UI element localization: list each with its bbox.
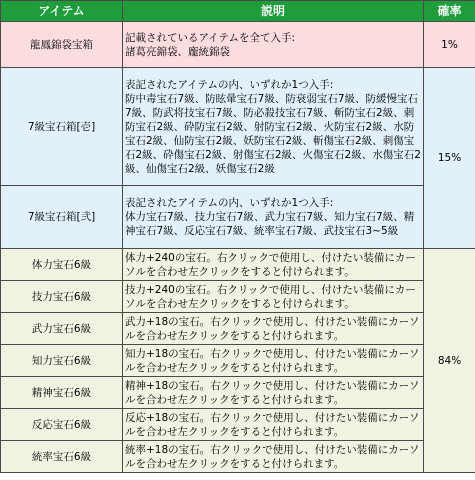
table-row — [1, 345, 475, 377]
header-item: アイテム — [1, 1, 123, 22]
item-name: 武力宝石6級 — [1, 313, 123, 345]
header-description: 説明 — [123, 1, 424, 22]
item-rate: 1% — [424, 22, 475, 68]
item-description: 武力+18の宝石。右クリックで使用し、付けたい装備にカーソルを合わせ左クリックをすると付けられます。 — [123, 313, 424, 345]
table-row — [1, 409, 475, 441]
item-description: 表記されたアイテムの内、いずれか1つ入手: 体力宝石7級、技力宝石7級、武力宝石7級、知力宝石7級、精神宝石7級、反応宝石7級、統率宝石7級、武技宝石3~5級 — [123, 186, 424, 249]
item-name: 技力宝石6級 — [1, 281, 123, 313]
item-rate: 84% — [424, 249, 475, 473]
table-row — [1, 441, 475, 473]
item-description: 表記されたアイテムの内、いずれか1つ入手: 防中毒宝石7級、防眩暈宝石7級、防衰弱宝石7級、防緩慢宝石7級、防武将技宝石7級、防必殺技宝石7級、斬防宝石2級、刺防宝石2級、砕防宝石2級、射防宝石2級、火防宝石2級、水防宝石2級、仙防宝石2級、妖防宝石2級、斬傷宝石2級、刺傷宝石2級、砕傷宝石2級、射傷宝石2級、火傷宝石2級、水傷宝石2級、仙傷宝石2級、妖傷宝石2級 — [123, 68, 424, 186]
item-description: 体力+240の宝石。右クリックで使用し、付けたい装備にカーソルを合わせ左クリックをすると付けられます。 — [123, 249, 424, 281]
table-row — [1, 313, 475, 345]
item-description: 精神+18の宝石。右クリックで使用し、付けたい装備にカーソルを合わせ左クリックをすると付けられます。 — [123, 377, 424, 409]
table-row — [1, 377, 475, 409]
item-name: 龍鳳錦袋宝箱 — [1, 22, 123, 68]
item-name: 知力宝石6級 — [1, 345, 123, 377]
table-row — [1, 68, 475, 186]
item-name: 反応宝石6級 — [1, 409, 123, 441]
item-description: 反応+18の宝石。右クリックで使用し、付けたい装備にカーソルを合わせ左クリックをすると付けられます。 — [123, 409, 424, 441]
item-description: 統率+18の宝石。右クリックで使用し、付けたい装備にカーソルを合わせ左クリックをすると付けられます。 — [123, 441, 424, 473]
item-name: 精神宝石6級 — [1, 377, 123, 409]
item-rate: 15% — [424, 68, 475, 249]
table-row — [1, 186, 475, 249]
item-description: 知力+18の宝石。右クリックで使用し、付けたい装備にカーソルを合わせ左クリックをすると付けられます。 — [123, 345, 424, 377]
item-name: 統率宝石6級 — [1, 441, 123, 473]
item-name: 7級宝石箱[弐] — [1, 186, 123, 249]
header-row — [1, 1, 475, 22]
table-row — [1, 249, 475, 281]
table-row — [1, 22, 475, 68]
table-row — [1, 281, 475, 313]
item-description: 記載されているアイテムを全て入手: 諸葛亮錦袋、龐統錦袋 — [123, 22, 424, 68]
item-name: 7級宝石箱[壱] — [1, 68, 123, 186]
item-name: 体力宝石6級 — [1, 249, 123, 281]
item-description: 技力+240の宝石。右クリックで使用し、付けたい装備にカーソルを合わせ左クリックをすると付けられます。 — [123, 281, 424, 313]
header-rate: 確率 — [424, 1, 475, 22]
